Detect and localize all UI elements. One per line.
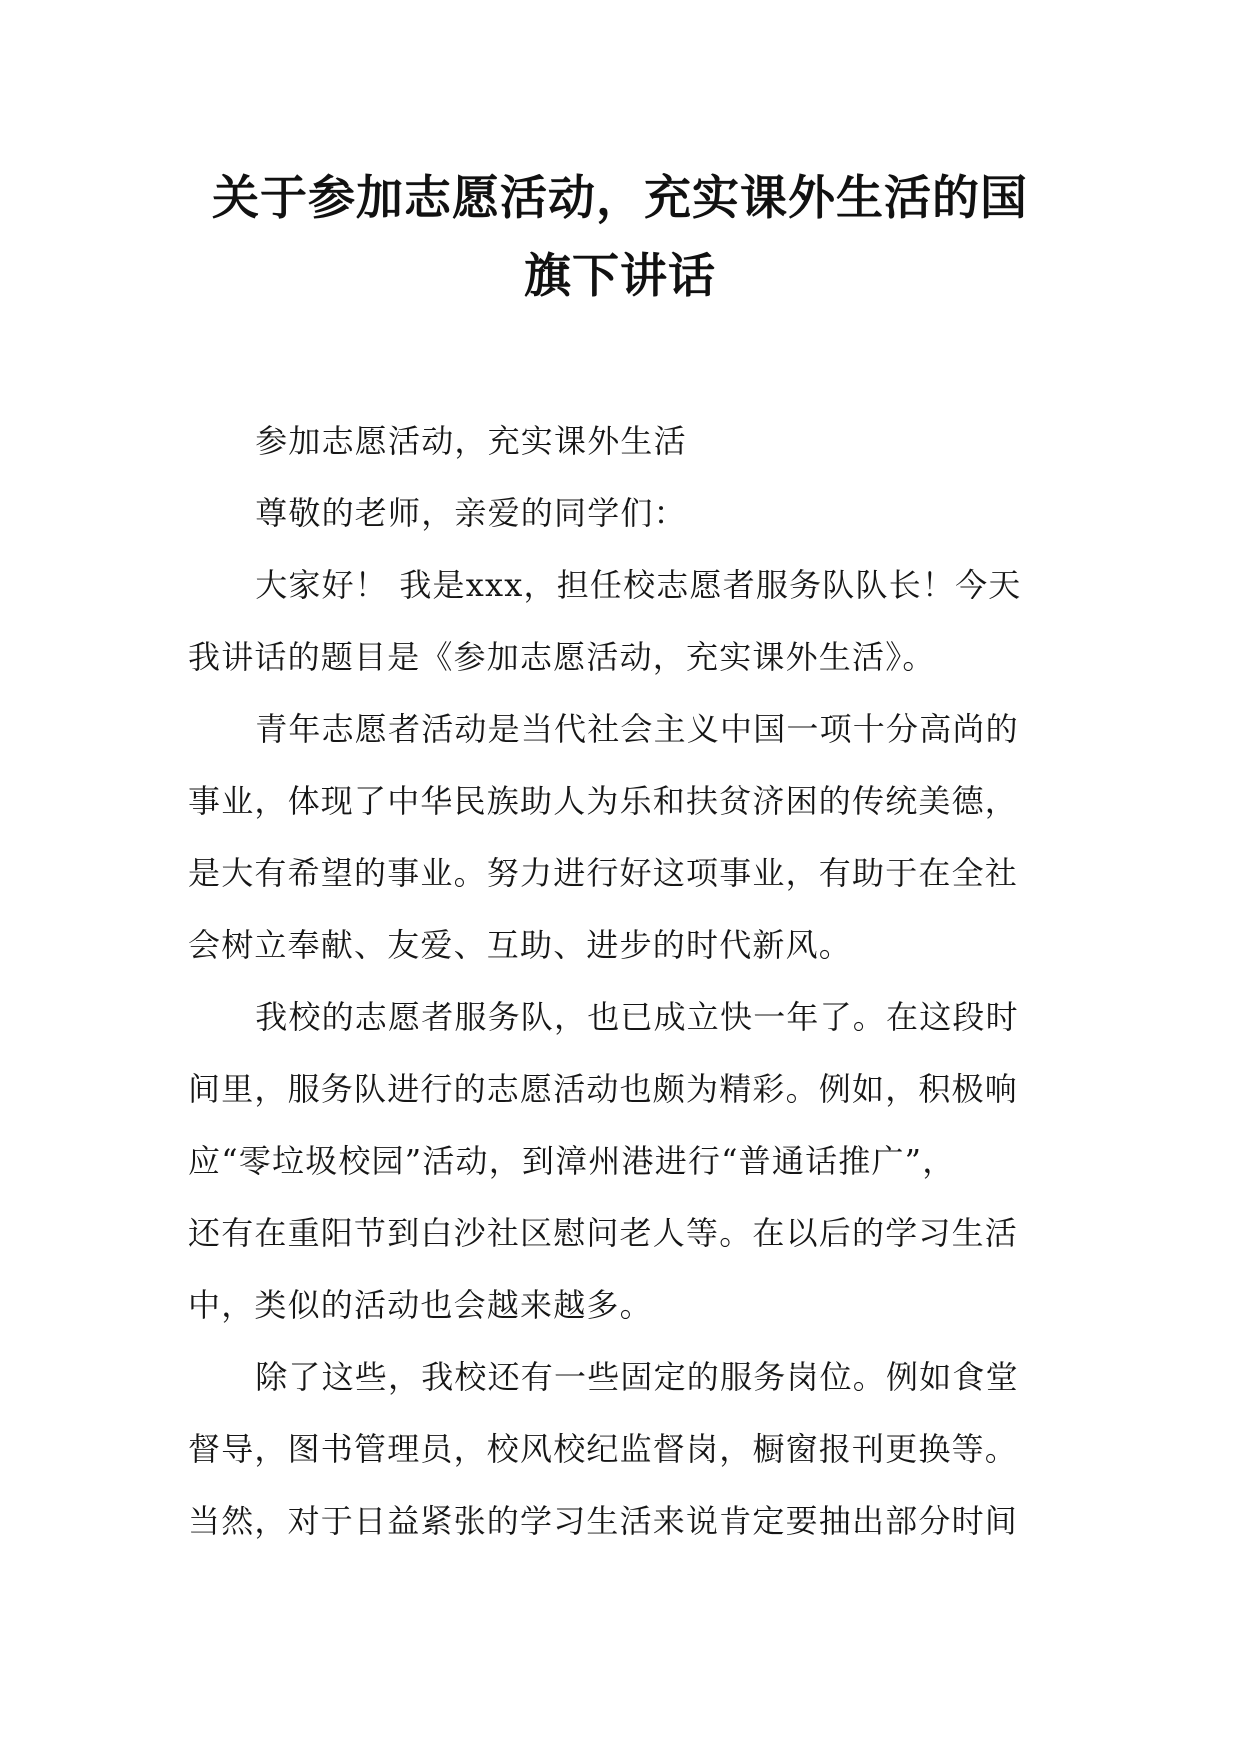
paragraph-volunteer-meaning — [188, 693, 1052, 981]
text-line: 是大有希望的事业。努力进行好这项事业，有助于在全社 — [188, 854, 1019, 892]
text-line: 应“零垃圾校园”活动，到漳州港进行“普通话推广”， — [188, 1142, 956, 1180]
text-line: 大家好！ 我是xxx，担任校志愿者服务队队长！今天 — [255, 566, 1022, 604]
paragraph-fixed-posts — [188, 1341, 1052, 1557]
text-line: 当然，对于日益紧张的学习生活来说肯定要抽出部分时间 — [188, 1502, 1019, 1540]
text-line: 除了这些，我校还有一些固定的服务岗位。例如食堂 — [255, 1358, 1019, 1396]
text-line: 青年志愿者活动是当代社会主义中国一项十分高尚的 — [255, 710, 1019, 748]
text-line: 我校的志愿者服务队，也已成立快一年了。在这段时 — [255, 998, 1019, 1036]
text-line: 中，类似的活动也会越来越多。 — [188, 1286, 653, 1324]
text-line: 还有在重阳节到白沙社区慰问老人等。在以后的学习生活 — [188, 1214, 1019, 1252]
paragraph-subtitle — [188, 405, 1052, 477]
paragraph-greeting — [188, 549, 1052, 693]
page-title — [150, 160, 1090, 316]
text-line: 督导，图书管理员，校风校纪监督岗，橱窗报刊更换等。 — [188, 1430, 1019, 1468]
paragraph-service-team — [188, 981, 1052, 1341]
text-line: 会树立奉献、友爱、互助、进步的时代新风。 — [188, 926, 853, 964]
paragraph-salutation — [188, 477, 1052, 549]
document-body — [188, 405, 1052, 1557]
text-line: 间里，服务队进行的志愿活动也颇为精彩。例如，积极响 — [188, 1070, 1019, 1108]
title-line: 关于参加志愿活动，充实课外生活的国 — [212, 171, 1028, 226]
text-line: 事业，体现了中华民族助人为乐和扶贫济困的传统美德， — [188, 782, 1019, 820]
text-line: 我讲话的题目是《参加志愿活动，充实课外生活》。 — [188, 638, 936, 676]
title-line: 旗下讲话 — [524, 249, 716, 304]
text-line: 参加志愿活动，充实课外生活 — [255, 422, 687, 460]
text-line: 尊敬的老师，亲爱的同学们： — [255, 494, 687, 532]
